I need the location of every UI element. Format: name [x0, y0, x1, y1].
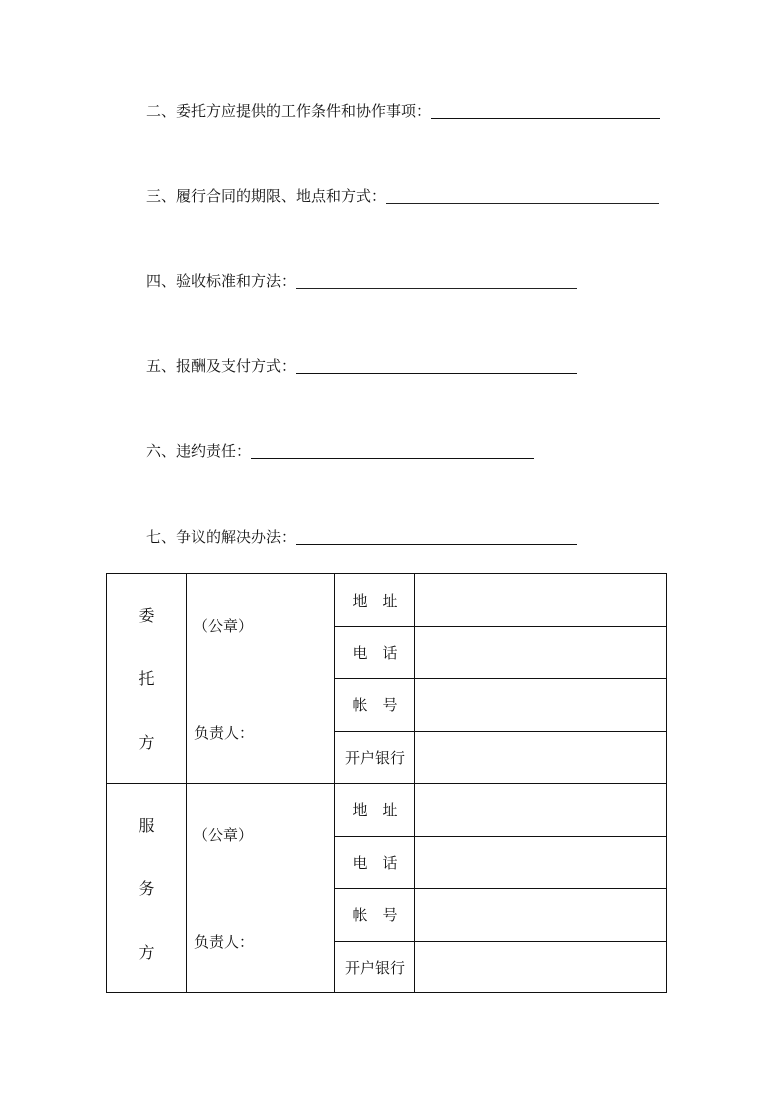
clause-label: 二、委托方应提供的工作条件和协作事项：	[146, 102, 432, 120]
clause-payment	[146, 353, 577, 377]
provider-person-label: 负责人：	[194, 933, 255, 951]
client-account-field[interactable]	[415, 679, 667, 731]
client-address-field[interactable]	[415, 574, 667, 626]
clause-term-place-method	[146, 183, 659, 207]
provider-bank-field[interactable]	[415, 942, 667, 994]
client-address-label: 地 址	[352, 592, 398, 610]
provider-party-char: 服	[138, 816, 155, 835]
provider-party-char: 务	[138, 879, 155, 898]
provider-address-label: 地 址	[352, 801, 398, 819]
clause-work-conditions	[146, 98, 660, 122]
client-bank-field[interactable]	[415, 732, 667, 784]
provider-phone-label: 电 话	[352, 854, 398, 872]
clause-label: 六、违约责任：	[146, 442, 252, 460]
client-party-char: 方	[138, 733, 155, 752]
clause-label: 五、报酬及支付方式：	[146, 357, 297, 375]
provider-party-char: 方	[138, 943, 155, 962]
fill-in-line[interactable]	[386, 203, 659, 204]
fill-in-line[interactable]	[296, 544, 577, 545]
provider-bank-label: 开户银行	[344, 959, 405, 977]
clause-label: 三、履行合同的期限、地点和方式：	[146, 187, 387, 205]
client-party-char: 委	[138, 606, 155, 625]
provider-account-label: 帐 号	[352, 906, 398, 924]
provider-address-field[interactable]	[415, 784, 667, 836]
clause-liability	[146, 438, 534, 462]
client-account-label: 帐 号	[352, 696, 398, 714]
clause-acceptance-standard	[146, 268, 577, 292]
fill-in-line[interactable]	[296, 288, 577, 289]
provider-seal-label: （公章）	[193, 826, 254, 844]
fill-in-line[interactable]	[296, 373, 577, 374]
provider-phone-field[interactable]	[415, 837, 667, 889]
client-bank-label: 开户银行	[344, 749, 405, 767]
clause-dispute-resolution	[146, 524, 577, 548]
fill-in-line[interactable]	[251, 458, 534, 459]
signature-table	[106, 573, 667, 993]
client-seal-label: （公章）	[193, 617, 254, 635]
provider-account-field[interactable]	[415, 889, 667, 941]
fill-in-line[interactable]	[431, 118, 660, 119]
clause-label: 七、争议的解决办法：	[146, 528, 297, 546]
client-person-label: 负责人：	[194, 724, 255, 742]
client-phone-label: 电 话	[352, 644, 398, 662]
clause-label: 四、验收标准和方法：	[146, 272, 297, 290]
client-phone-field[interactable]	[415, 627, 667, 679]
client-party-char: 托	[138, 669, 155, 688]
